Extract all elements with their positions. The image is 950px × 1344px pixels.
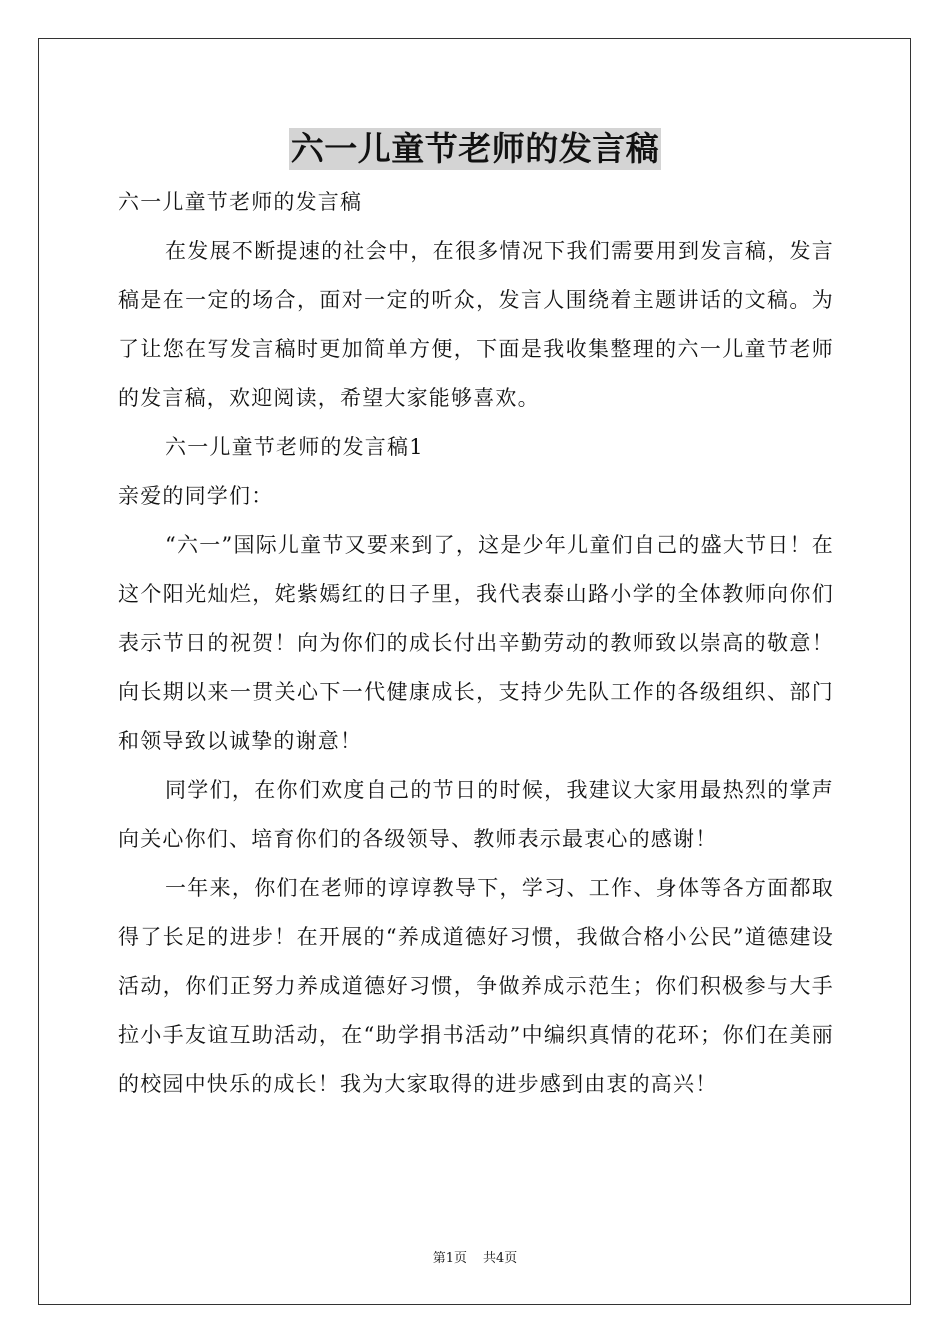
page-total: 共4页 xyxy=(483,1251,518,1266)
paragraph: 同学们，在你们欢度自己的节日的时候，我建议大家用最热烈的掌声向关心你们、培育你们的各级领导、教师表示最衷心的感谢！ xyxy=(118,778,834,851)
paragraph: 在发展不断提速的社会中，在很多情况下我们需要用到发言稿，发言稿是在一定的场合，面对一定的听众，发言人围绕着主题讲话的文稿。为了让您在写发言稿时更加简单方便，下面是我收集整理的六一儿童节老师的发言稿，欢迎阅读，希望大家能够喜欢。 xyxy=(118,239,834,410)
salutation: 亲爱的同学们： xyxy=(118,484,274,508)
document-title: 六一儿童节老师的发言稿 xyxy=(290,129,660,168)
paragraph: “六一”国际儿童节又要来到了，这是少年儿童们自己的盛大节日！在这个阳光灿烂，姹紫嫣红的日子里，我代表泰山路小学的全体教师向你们表示节日的祝贺！向为你们的成长付出辛勤劳动的教师致以崇高的敬意！向长期以来一贯关心下一代健康成长，支持少先队工作的各级组织、部门和领导致以诚挚的谢意！ xyxy=(118,533,834,753)
section-heading: 六一儿童节老师的发言稿1 xyxy=(165,435,424,459)
document-body xyxy=(118,178,834,1109)
page-footer xyxy=(0,1247,950,1266)
title-container xyxy=(0,128,950,170)
paragraph: 六一儿童节老师的发言稿 xyxy=(118,190,363,214)
paragraph: 一年来，你们在老师的谆谆教导下，学习、工作、身体等各方面都取得了长足的进步！在开展的“养成道德好习惯，我做合格小公民”道德建设活动，你们正努力养成道德好习惯，争做养成示范生；你们积极参与大手拉小手友谊互助活动，在“助学捐书活动”中编织真情的花环；你们在美丽的校园中快乐的成长！我为大家取得的进步感到由衷的高兴！ xyxy=(118,876,834,1096)
page-number: 第1页 xyxy=(432,1251,467,1266)
